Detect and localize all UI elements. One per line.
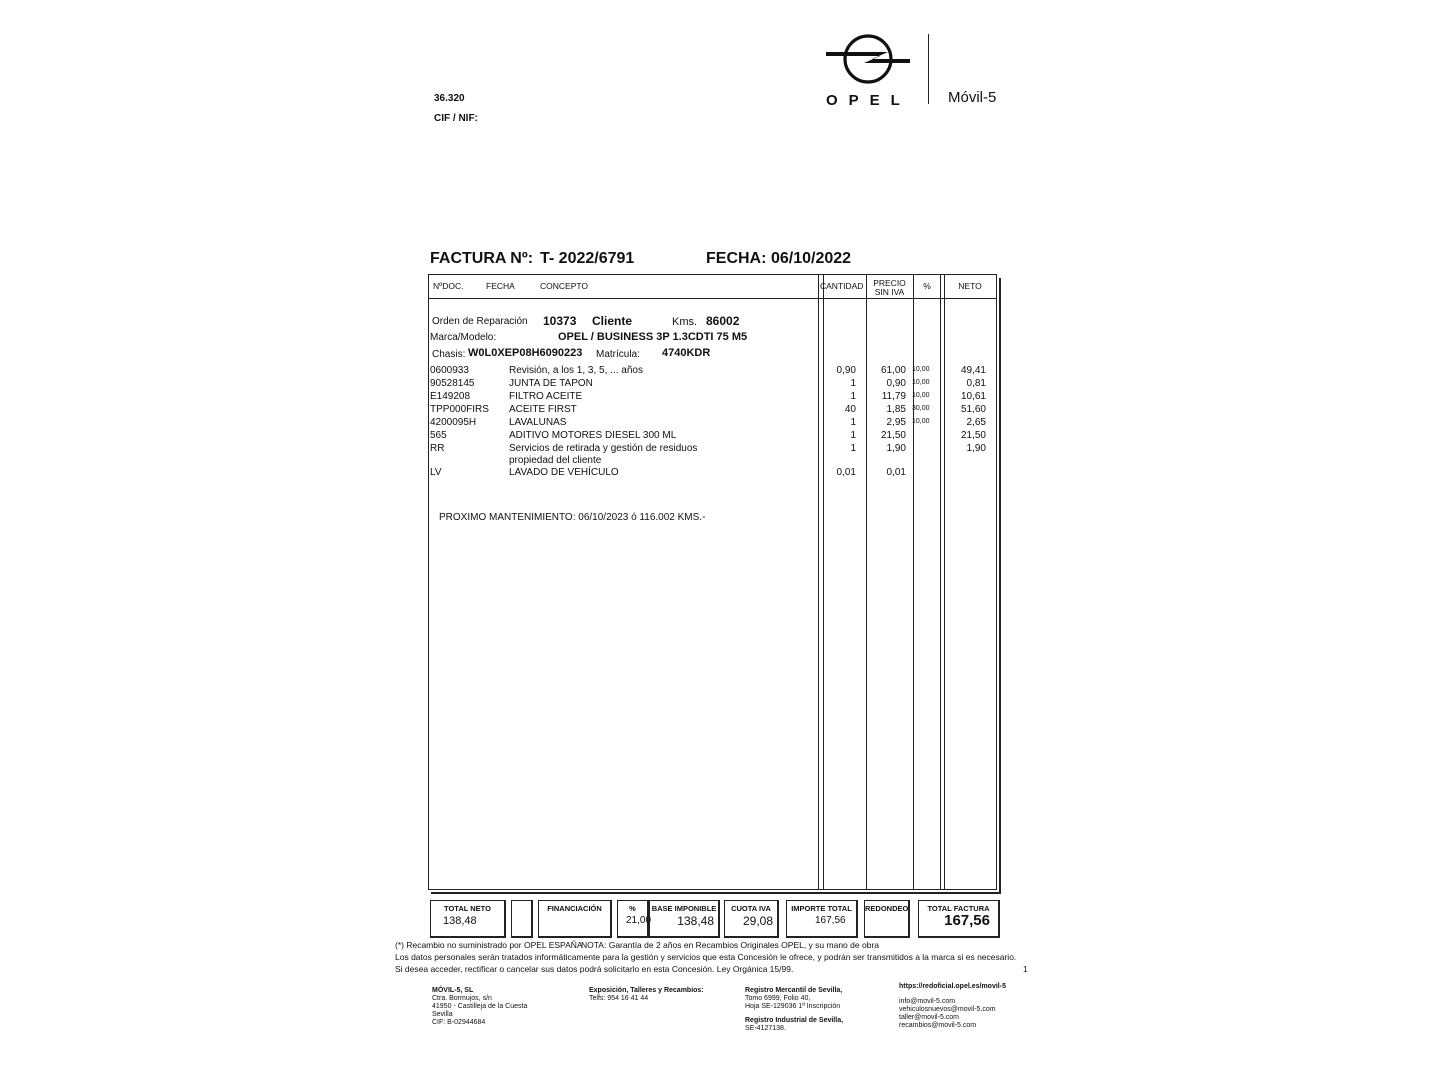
item-desc: LAVADO DE VEHÍCULO — [509, 467, 619, 478]
company-province: Sevilla — [432, 1011, 453, 1018]
total-neto-label: TOTAL NETO — [444, 904, 491, 913]
table-row — [430, 365, 996, 378]
item-price: 11,79 — [881, 391, 906, 402]
item-net: 1,90 — [966, 443, 986, 454]
total-factura-box — [918, 900, 1000, 938]
item-net: 49,41 — [960, 365, 986, 376]
col-cantidad: CANTIDAD — [820, 281, 864, 291]
item-qty: 1 — [850, 391, 856, 402]
email-link[interactable]: recambios@movil-5.com — [899, 1022, 977, 1029]
col-ndoc: NºDOC. — [433, 281, 464, 291]
orden-label: Orden de Reparación — [432, 316, 528, 327]
website-link[interactable]: https://redoficial.opel.es/movil-5 — [899, 983, 1006, 990]
item-code: LV — [430, 467, 442, 478]
importe-total-value: 167,56 — [815, 915, 846, 926]
item-desc: Servicios de retirada y gestión de residuos — [509, 443, 698, 454]
redondeo-box — [864, 900, 910, 938]
phone: Telfs: 954 16 41 44 — [589, 995, 649, 1002]
table-header-divider — [428, 298, 997, 299]
item-pct: 30,00 — [912, 405, 930, 412]
factura-number: T- 2022/6791 — [540, 250, 635, 267]
expo-label: Exposición, Talleres y Recambios: — [589, 987, 704, 994]
col-concepto: CONCEPTO — [540, 281, 589, 291]
redondeo-label: REDONDEO — [865, 904, 909, 913]
table-row — [430, 391, 996, 404]
item-desc: JUNTA DE TAPON — [509, 378, 593, 389]
item-desc: ADITIVO MOTORES DIESEL 300 ML — [509, 430, 677, 441]
col-sin-iva-label: SIN IVA — [874, 287, 905, 297]
pct-box — [617, 900, 652, 938]
item-pct: 10,00 — [912, 379, 930, 386]
item-desc: propiedad del cliente — [509, 455, 602, 466]
company-name: MÓVIL-5, SL — [432, 987, 474, 994]
item-code: 90528145 — [430, 378, 475, 389]
item-net: 10,61 — [960, 391, 986, 402]
item-qty: 0,01 — [836, 467, 856, 478]
base-imponible-label: BASE IMPONIBLE — [651, 904, 717, 913]
table-row — [430, 378, 996, 391]
item-price: 0,01 — [886, 467, 906, 478]
next-maintenance-note: PROXIMO MANTENIMIENTO: 06/10/2023 ó 116.002 KMS.- — [439, 512, 706, 523]
col-neto: NETO — [958, 281, 982, 291]
factura-label: FACTURA Nº: — [430, 250, 534, 267]
item-net: 21,50 — [960, 430, 986, 441]
cif-label: CIF / NIF: — [434, 113, 478, 124]
email-link[interactable]: vehiculosnuevos@movil-5.com — [899, 1006, 996, 1013]
base-imponible-value: 138,48 — [677, 914, 714, 928]
company-cif: CIF: B-02944684 — [432, 1019, 486, 1026]
cuota-iva-value: 29,08 — [742, 914, 773, 928]
item-price: 1,85 — [886, 404, 906, 415]
email-link[interactable]: info@movil-5.com — [899, 998, 956, 1005]
item-code: 0600933 — [430, 365, 469, 376]
chasis-label: Chasis: — [432, 349, 466, 360]
item-code: 565 — [430, 430, 447, 441]
item-code: E149208 — [430, 391, 471, 402]
footer-note-recambio: (*) Recambio no suministrado por OPEL ESPAÑA — [395, 940, 583, 950]
web-block — [899, 983, 1006, 1030]
cliente-label: Cliente — [592, 314, 633, 328]
item-desc: FILTRO ACEITE — [509, 391, 583, 402]
contact-phone-block — [589, 987, 704, 1003]
kms-value: 86002 — [706, 314, 740, 328]
col-fecha: FECHA — [486, 281, 515, 291]
opel-logo-icon — [826, 30, 910, 88]
item-qty: 40 — [844, 404, 856, 415]
item-qty: 1 — [850, 378, 856, 389]
table-row — [430, 430, 996, 443]
item-qty: 0,90 — [836, 365, 856, 376]
marca-label: Marca/Modelo: — [430, 332, 497, 343]
importe-total-label: IMPORTE TOTAL — [791, 904, 852, 913]
pct-value: 21,00 — [626, 915, 652, 926]
registry-block — [745, 987, 843, 1033]
brand-name: OPEL — [826, 92, 911, 109]
item-pct: 10,00 — [912, 418, 930, 425]
fecha-value: 06/10/2022 — [771, 250, 852, 267]
item-net: 0,81 — [966, 378, 986, 389]
matricula-label: Matrícula: — [596, 349, 640, 360]
logo-divider — [928, 34, 929, 104]
item-net: 51,60 — [960, 404, 986, 415]
item-net: 2,65 — [966, 417, 986, 428]
registry-line: Hoja SE-129036 1ª Inscripción — [745, 1003, 841, 1010]
item-pct: 10,00 — [912, 366, 930, 373]
col-pct: % — [923, 281, 931, 291]
total-factura-label: TOTAL FACTURA — [927, 904, 990, 913]
fecha-label: FECHA: — [706, 250, 767, 267]
item-price: 0,90 — [886, 378, 906, 389]
item-price: 1,90 — [886, 443, 906, 454]
financiacion-box — [538, 900, 612, 938]
document-number: 36.320 — [434, 93, 465, 104]
registry-line: SE-4127138. — [745, 1025, 786, 1032]
item-qty: 1 — [850, 417, 856, 428]
email-link[interactable]: taller@movil-5.com — [899, 1014, 960, 1021]
item-desc: LAVALUNAS — [509, 417, 567, 428]
financiacion-label: FINANCIACIÓN — [547, 904, 602, 913]
orden-value: 10373 — [543, 314, 577, 328]
base-imponible-box — [649, 900, 720, 938]
dealer-name: Móvil-5 — [948, 89, 997, 106]
table-row — [430, 417, 996, 430]
total-neto-value: 138,48 — [443, 915, 477, 927]
item-desc: Revisión, a los 1, 3, 5, ... años — [509, 365, 643, 376]
registry-line: Tomo 6999, Folio 40, — [745, 995, 811, 1002]
item-desc: ACEITE FIRST — [509, 404, 577, 415]
footer-note-garantia: NOTA: Garantía de 2 años en Recambios Originales OPEL, y su mano de obra — [581, 940, 879, 950]
item-qty: 1 — [850, 443, 856, 454]
table-row — [430, 404, 996, 417]
item-price: 21,50 — [880, 430, 906, 441]
matricula-value: 4740KDR — [662, 347, 711, 359]
registry-line: Registro Industrial de Sevilla, — [745, 1017, 844, 1024]
item-pct: 10,00 — [912, 392, 930, 399]
importe-total-box — [786, 900, 858, 938]
marca-value: OPEL / BUSINESS 3P 1.3CDTI 75 M5 — [558, 331, 748, 343]
table-row — [430, 467, 996, 480]
item-price: 61,00 — [880, 365, 906, 376]
kms-label: Kms. — [672, 316, 698, 328]
chasis-value: W0L0XEP08H6090223 — [468, 347, 583, 359]
company-city: 41950 - Castilleja de la Cuesta — [432, 1003, 528, 1010]
company-address — [432, 987, 527, 1027]
total-factura-value: 167,56 — [944, 912, 990, 929]
item-code: 4200095H — [430, 417, 477, 428]
company-street: Ctra. Bormujos, s/n — [432, 995, 492, 1002]
registry-line: Registro Mercantil de Sevilla, — [745, 987, 843, 994]
item-code: RR — [430, 443, 445, 454]
item-code: TPP000FIRS — [430, 404, 489, 415]
item-price: 2,95 — [886, 417, 906, 428]
cuota-iva-box — [724, 900, 779, 938]
col-precio-label: PRECIO — [873, 278, 906, 288]
footer-privacy-1: Los datos personales serán tratados informáticamente para la gestión y servicios que esta Concesión le ofrece, y podrán ser transmitidos a la marca si es necesario. — [395, 952, 1017, 962]
total-neto-box — [430, 900, 506, 938]
cuota-iva-label: CUOTA IVA — [731, 904, 771, 913]
col-precio — [866, 279, 913, 297]
item-qty: 1 — [850, 430, 856, 441]
page-number: 1 — [1023, 964, 1028, 974]
footer-privacy-2: Si desea acceder, rectificar o cancelar sus datos podrá solicitarlo en esta Concesión. Ley Orgánica 15/99. — [395, 964, 794, 974]
blank-box — [511, 900, 533, 938]
pct-label: % — [629, 904, 636, 913]
